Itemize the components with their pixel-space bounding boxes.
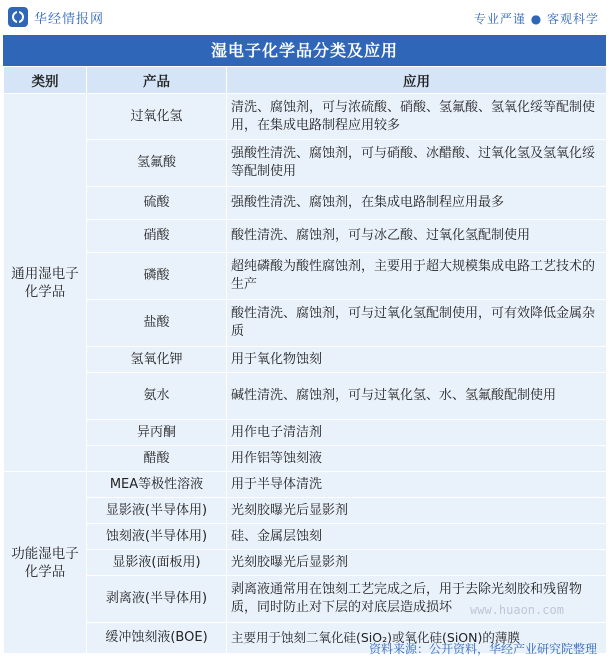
product-cell: 过氧化氢 bbox=[87, 94, 227, 140]
product-cell: MEA等极性溶液 bbox=[87, 472, 227, 498]
column-header-application: 应用 bbox=[227, 67, 607, 94]
application-cell: 用作电子清洁剂 bbox=[227, 420, 607, 446]
product-cell: 硫酸 bbox=[87, 187, 227, 220]
product-cell: 异丙酮 bbox=[87, 420, 227, 446]
table-row bbox=[4, 420, 607, 446]
product-cell: 磷酸 bbox=[87, 253, 227, 300]
application-cell: 硅、金属层蚀刻 bbox=[227, 524, 607, 550]
table-row bbox=[4, 347, 607, 373]
table-row bbox=[4, 140, 607, 187]
classification-table bbox=[3, 66, 607, 654]
table-header-row bbox=[4, 67, 607, 94]
category-general: 通用湿电子化学品 bbox=[4, 94, 87, 472]
logo bbox=[8, 7, 104, 27]
column-header-product: 产品 bbox=[87, 67, 227, 94]
application-cell: 酸性清洗、腐蚀剂，可与冰乙酸、过氧化氢配制使用 bbox=[227, 220, 607, 253]
product-cell: 氢氟酸 bbox=[87, 140, 227, 187]
application-cell: 光刻胶曝光后显影剂 bbox=[227, 550, 607, 576]
application-cell: 用于氧化物蚀刻 bbox=[227, 347, 607, 373]
watermark: www.huaon.com bbox=[470, 603, 564, 617]
table-row bbox=[4, 524, 607, 550]
application-cell: 清洗、腐蚀剂，可与浓硫酸、硝酸、氢氟酸、氢氧化绥等配制使用，在集成电路制程应用较多 bbox=[227, 94, 607, 140]
application-cell: 剥离液通常用在蚀刻工艺完成之后，用于去除光刻胶和残留物质，同时防止对下层的对底层造成损坏 bbox=[227, 576, 607, 623]
application-cell: 用于半导体清洗 bbox=[227, 472, 607, 498]
product-cell: 显影液(半导体用) bbox=[87, 498, 227, 524]
product-cell: 醋酸 bbox=[87, 446, 227, 472]
table-row bbox=[4, 550, 607, 576]
product-cell: 剥离液(半导体用) bbox=[87, 576, 227, 623]
table-row bbox=[4, 446, 607, 472]
source-note: 资料来源：公开资料，华经产业研究院整理 bbox=[368, 642, 597, 656]
column-header-category: 类别 bbox=[4, 67, 87, 94]
application-cell: 用作铝等蚀刻液 bbox=[227, 446, 607, 472]
product-cell: 氨水 bbox=[87, 373, 227, 420]
table-row bbox=[4, 94, 607, 140]
application-cell: 强酸性清洗、腐蚀剂，在集成电路制程应用最多 bbox=[227, 187, 607, 220]
product-cell: 氢氧化钾 bbox=[87, 347, 227, 373]
table-title: 湿电子化学品分类及应用 bbox=[3, 35, 606, 66]
product-cell: 显影液(面板用) bbox=[87, 550, 227, 576]
product-cell: 蚀刻液(半导体用) bbox=[87, 524, 227, 550]
table-row bbox=[4, 253, 607, 300]
logo-icon bbox=[8, 7, 28, 27]
application-cell: 光刻胶曝光后显影剂 bbox=[227, 498, 607, 524]
product-cell: 硝酸 bbox=[87, 220, 227, 253]
application-cell: 主要用于蚀刻二氧化硅(SiO₂)或氧化硅(SiON)的薄膜 bbox=[227, 623, 607, 654]
product-cell: 缓冲蚀刻液(BOE) bbox=[87, 623, 227, 654]
top-bar bbox=[0, 0, 611, 34]
logo-text: 华经情报网 bbox=[34, 11, 105, 27]
product-cell: 盐酸 bbox=[87, 300, 227, 347]
slogan: 专业严谨 ● 客观科学 bbox=[473, 12, 599, 26]
application-cell: 超纯磷酸为酸性腐蚀剂，主要用于超大规模集成电路工艺技术的生产 bbox=[227, 253, 607, 300]
table-row bbox=[4, 187, 607, 220]
application-cell: 酸性清洗、腐蚀剂，可与过氧化氢配制使用，可有效降低金属杂质 bbox=[227, 300, 607, 347]
table-row bbox=[4, 373, 607, 420]
table-row bbox=[4, 472, 607, 498]
category-functional: 功能湿电子化学品 bbox=[4, 472, 87, 654]
application-cell: 强酸性清洗、腐蚀剂，可与硝酸、冰醋酸、过氧化氢及氢氧化绥等配制使用 bbox=[227, 140, 607, 187]
application-cell: 碱性清洗、腐蚀剂，可与过氧化氢、水、氢氟酸配制使用 bbox=[227, 373, 607, 420]
table-row bbox=[4, 220, 607, 253]
table-row bbox=[4, 498, 607, 524]
table-row bbox=[4, 300, 607, 347]
